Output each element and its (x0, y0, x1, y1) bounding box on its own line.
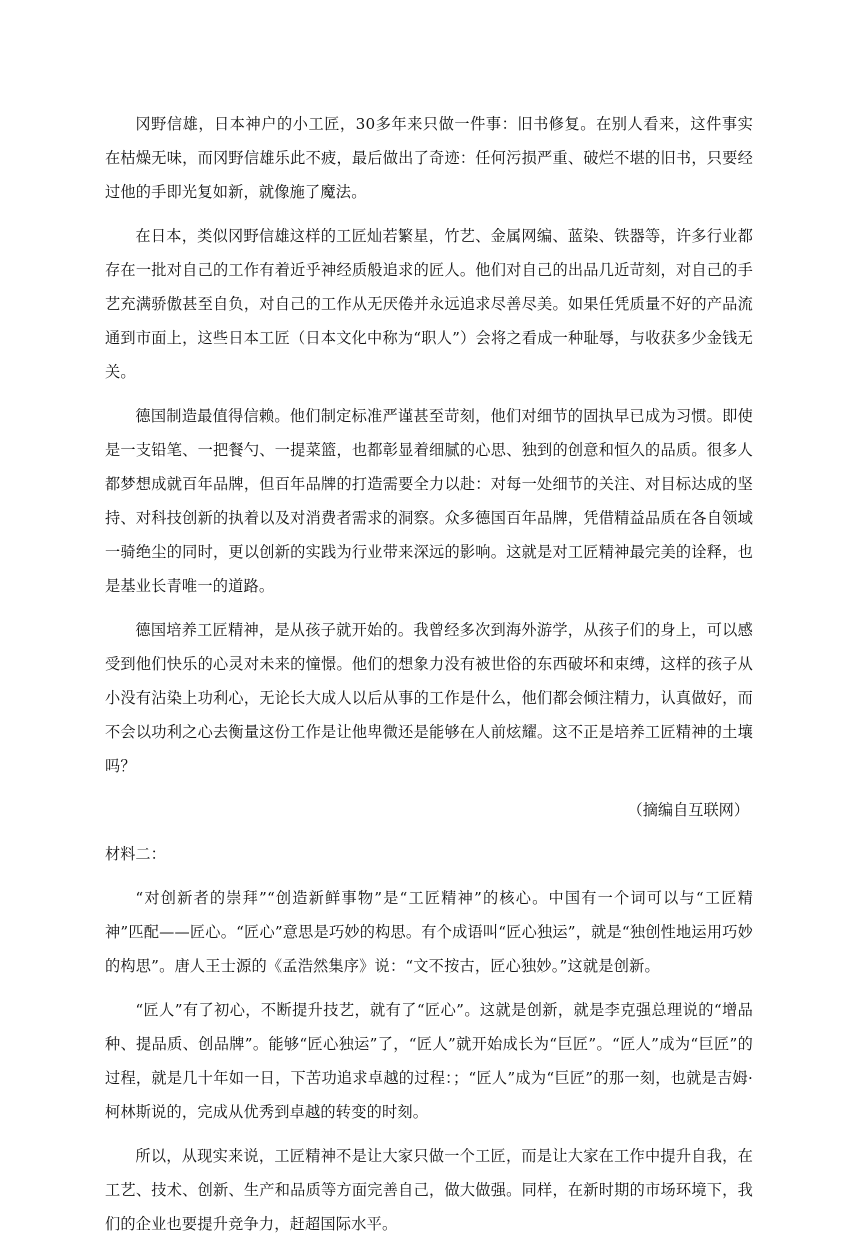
section-heading: 材料二： (105, 845, 166, 863)
paragraph: “对创新者的崇拜”“创造新鲜事物”是“工匠精神”的核心。中国有一个词可以与“工匠精神”匹配——匠心。“匠心”意思是巧妙的构思。有个成语叫“匠心独运”，就是“独创性地运用巧妙的构思”。唐人王士源的《孟浩然集序》说：“文不按古，匠心独妙。”这就是创新。 (105, 889, 753, 975)
paragraph: 在日本，类似冈野信雄这样的工匠灿若繁星，竹艺、金属网编、蓝染、铁器等，许多行业都存在一批对自己的工作有着近乎神经质般追求的匠人。他们对自己的出品几近苛刻，对自己的手艺充满骄傲甚至自负，对自己的工作从无厌倦并永远追求尽善尽美。如果任凭质量不好的产品流通到市面上，这些日本工匠（日本文化中称为“职人”）会将之看成一种耻辱，与收获多少金钱无关。 (105, 227, 753, 381)
material-one-section (105, 107, 753, 827)
paragraph: 冈野信雄，日本神户的小工匠，30多年来只做一件事：旧书修复。在别人看来，这件事实在枯燥无味，而冈野信雄乐此不疲，最后做出了奇迹：任何污损严重、破烂不堪的旧书，只要经过他的手即光复如新，就像施了魔法。 (105, 115, 753, 201)
source-citation: （摘编自互联网） (627, 801, 749, 819)
paragraph: 德国制造最值得信赖。他们制定标准严谨甚至苛刻，他们对细节的固执早已成为习惯。即使是一支铅笔、一把餐勺、一提菜篮，也都彰显着细腻的心思、独到的创意和恒久的品质。很多人都梦想成就百年品牌，但百年品牌的打造需要全力以赴：对每一处细节的关注、对目标达成的坚持、对科技创新的执着以及对消费者需求的洞察。众多德国百年品牌，凭借精益品质在各自领域一骑绝尘的同时，更以创新的实践为行业带来深远的影响。这就是对工匠精神最完美的诠释，也是基业长青唯一的道路。 (105, 407, 753, 595)
paragraph: 所以，从现实来说，工匠精神不是让大家只做一个工匠，而是让大家在工作中提升自我，在工艺、技术、创新、生产和品质等方面完善自己，做大做强。同样，在新时期的市场环境下，我们的企业也要提升竞争力，赶超国际水平。 (105, 1147, 753, 1233)
document-page (105, 107, 753, 1251)
paragraph: “匠人”有了初心，不断提升技艺，就有了“匠心”。这就是创新，就是李克强总理说的“增品种、提品质、创品牌”。能够“匠心独运”了，“匠人”就开始成长为“巨匠”。“匠人”成为“巨匠”的过程，就是几十年如一日，下苦功追求卓越的过程：；“匠人”成为“巨匠”的那一刻，也就是吉姆·柯林斯说的，完成从优秀到卓越的转变的时刻。 (105, 1001, 753, 1121)
material-two-section (105, 837, 753, 1241)
paragraph: 德国培养工匠精神，是从孩子就开始的。我曾经多次到海外游学，从孩子们的身上，可以感受到他们快乐的心灵对未来的憧憬。他们的想象力没有被世俗的东西破坏和束缚，这样的孩子从小没有沾染上功利心，无论长大成人以后从事的工作是什么，他们都会倾注精力，认真做好，而不会以功利之心去衡量这份工作是让他卑微还是能够在人前炫耀。这不正是培养工匠精神的土壤吗？ (105, 621, 753, 775)
